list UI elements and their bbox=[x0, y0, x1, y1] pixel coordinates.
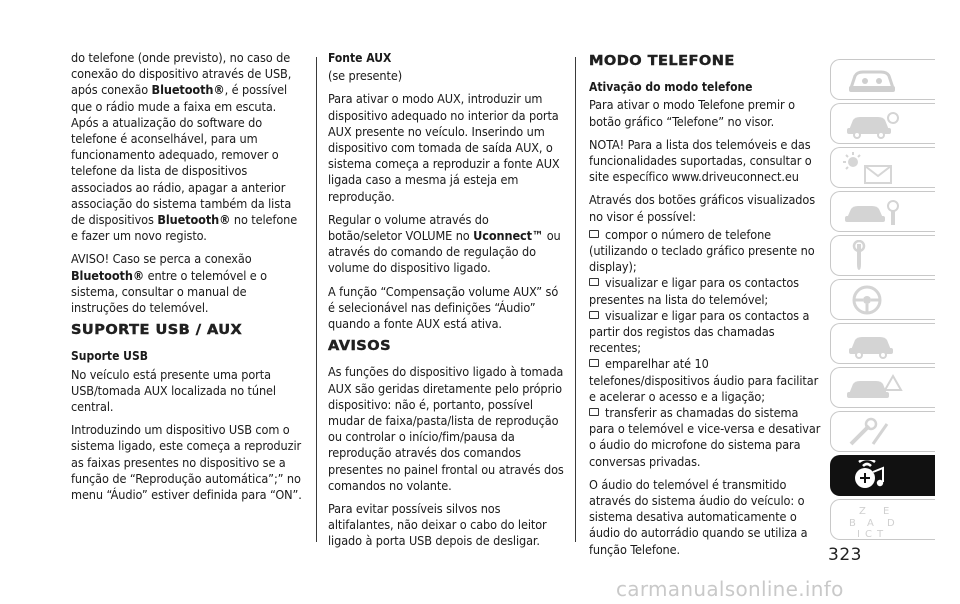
list-item: visualizar e ligar para os contactos a partir dos registos das chamadas recentes; bbox=[589, 307, 810, 356]
paragraph-aux-volume: Regular o volume através do botão/seletor VOLUME no Uconnect™ ou através do comando de regulação do volume do dispositivo ligado. bbox=[328, 211, 561, 276]
paragraph-aux-compensation: A função “Compensação volume AUX” só é selecionável nas definições “Áudio” quando a fonte AUX está ativa. bbox=[328, 283, 559, 332]
paragraph-phone-update: do telefone (onde previsto), no caso de conexão do dispositivo através de USB, após conexão Bluetooth®, é possível que o rádio mude a faixa em escuta. Após a atualização do software do telefone é aconselhável, para um funcionamento adequado, remover o telefone da lista de dispositivos associados ao rádio, apagar a anterior associação do sistema também da lista de dispositivos Bluetooth® no telefone e fazer um novo registo. bbox=[71, 50, 298, 244]
list-item: transferir as chamadas do sistema para o telemóvel e vice-versa e desativar o áudio do microfone do sistema para conversas privadas. bbox=[589, 405, 821, 469]
column-1 bbox=[71, 50, 305, 510]
tab-car-service[interactable] bbox=[830, 323, 935, 364]
paragraph-aviso-bluetooth: AVISO! Caso se perca a conexão Bluetooth® entre o telemóvel e o sistema, consultar o manual de instruções do telemóvel. bbox=[71, 251, 267, 316]
checkbox-square-icon bbox=[589, 278, 599, 286]
heading-suporte-usb-aux: SUPORTE USB / AUX bbox=[71, 323, 243, 339]
car-warning-icon bbox=[843, 372, 903, 404]
wrench-icon bbox=[843, 240, 903, 272]
tab-car-warning[interactable] bbox=[830, 367, 935, 408]
paragraph-phone-activate: Para ativar o modo Telefone premir o botão gráfico “Telefone” no visor. bbox=[589, 97, 795, 129]
svg-text:D: D bbox=[887, 518, 895, 529]
steering-wheel-icon bbox=[843, 284, 903, 316]
svg-text:C: C bbox=[865, 529, 872, 538]
light-envelope-icon bbox=[843, 152, 903, 184]
paragraph-usb-autoplay: Introduzindo um dispositivo USB com o sistema ligado, este começa a reproduzir as faixas presentes no dispositivo se a função de “Reprodução automática”;” no menu “Áudio” estiver definida para “ON”. bbox=[71, 422, 302, 503]
list-item: emparelhar até 10 telefones/dispositivos áudio para facilitar e acelerar o acesso e a ligação; bbox=[589, 356, 819, 404]
tab-tools[interactable] bbox=[830, 411, 935, 452]
svg-text:T: T bbox=[877, 529, 884, 538]
watermark: carmanualsonline.info bbox=[616, 577, 844, 601]
subheading-ativacao: Ativação do modo telefone bbox=[589, 80, 753, 95]
multimedia-phone-music-icon bbox=[843, 460, 903, 492]
subheading-fonte-aux: Fonte AUX bbox=[328, 51, 392, 65]
tools-icon bbox=[843, 416, 903, 448]
list-item: compor o número de telefone (utilizando o teclado gráfico presente no display); bbox=[589, 226, 815, 275]
page-number: 323 bbox=[828, 545, 862, 565]
paragraph-aux-activate: Para ativar o modo AUX, introduzir um dispositivo adequado no interior da porta AUX presente no veículo. Inserindo um dispositivo com tomada de saída AUX, o sistema começa a reproduzir a fonte AUX ligada caso a mesma já esteja em reprodução. bbox=[328, 91, 560, 204]
tab-car-info[interactable] bbox=[830, 103, 935, 144]
car-key-icon bbox=[843, 196, 903, 228]
tab-car-key[interactable] bbox=[830, 191, 935, 232]
paragraph-se-presente: (se presente) bbox=[328, 68, 403, 84]
list-item: visualizar e ligar para os contactos presentes na lista do telemóvel; bbox=[589, 275, 799, 307]
paragraph-usb-port: No veículo está presente uma porta USB/tomada AUX localizada no túnel central. bbox=[71, 366, 276, 415]
paragraph-aux-functions: As funções do dispositivo ligado à tomada AUX são geridas diretamente pelo próprio dispositivo: não é, portanto, possível mudar de faixa/pasta/lista de reprodução ou controlar o início/fim/pausa da reprodução através dos comandos presentes no painel frontal ou através dos comandos no volante. bbox=[328, 364, 564, 493]
car-dashboard-icon bbox=[843, 64, 903, 96]
tab-alphabet-index[interactable] bbox=[830, 499, 935, 540]
checkbox-square-icon bbox=[589, 408, 599, 416]
tab-light-envelope[interactable] bbox=[830, 147, 935, 188]
tab-steering-wheel[interactable] bbox=[830, 279, 935, 320]
column-divider bbox=[316, 57, 317, 542]
svg-text:A: A bbox=[867, 518, 874, 529]
tab-wrench[interactable] bbox=[830, 235, 935, 276]
checkbox-square-icon bbox=[589, 359, 599, 367]
heading-avisos: AVISOS bbox=[328, 339, 392, 355]
paragraph-avoid-hiss: Para evitar possíveis silvos nos altifalantes, não deixar o cabo do leitor ligado à porta USB depois de desligar. bbox=[328, 501, 547, 549]
paragraph-phone-audio: O áudio do telemóvel é transmitido através do sistema áudio do veículo: o sistema desativa automaticamente o áudio do autorrádio quando se utiliza a função Telefone. bbox=[589, 476, 808, 557]
column-2 bbox=[328, 50, 564, 557]
car-service-icon bbox=[843, 328, 903, 360]
paragraph-nota-site: NOTA! Para a lista dos telemóveis e das funcionalidades suportadas, consultar o site específico www.driveuconnect.eu bbox=[589, 136, 812, 185]
tab-multimedia[interactable] bbox=[830, 455, 935, 496]
svg-text:Z: Z bbox=[859, 506, 866, 517]
svg-text:E: E bbox=[883, 506, 890, 517]
checkbox-square-icon bbox=[589, 311, 599, 319]
column-3 bbox=[589, 50, 822, 565]
column-divider bbox=[575, 57, 576, 542]
alphabet-index-icon bbox=[843, 504, 903, 538]
svg-text:B: B bbox=[849, 518, 856, 529]
paragraph-graphic-buttons: Através dos botões gráficos visualizados no visor é possível: bbox=[589, 192, 816, 224]
heading-modo-telefone: MODO TELEFONE bbox=[589, 54, 735, 69]
checkbox-square-icon bbox=[589, 230, 599, 238]
tab-car-dashboard[interactable] bbox=[830, 59, 935, 100]
car-info-icon bbox=[843, 108, 903, 140]
svg-text:I: I bbox=[857, 529, 860, 538]
subheading-suporte-usb: Suporte USB bbox=[71, 349, 148, 364]
